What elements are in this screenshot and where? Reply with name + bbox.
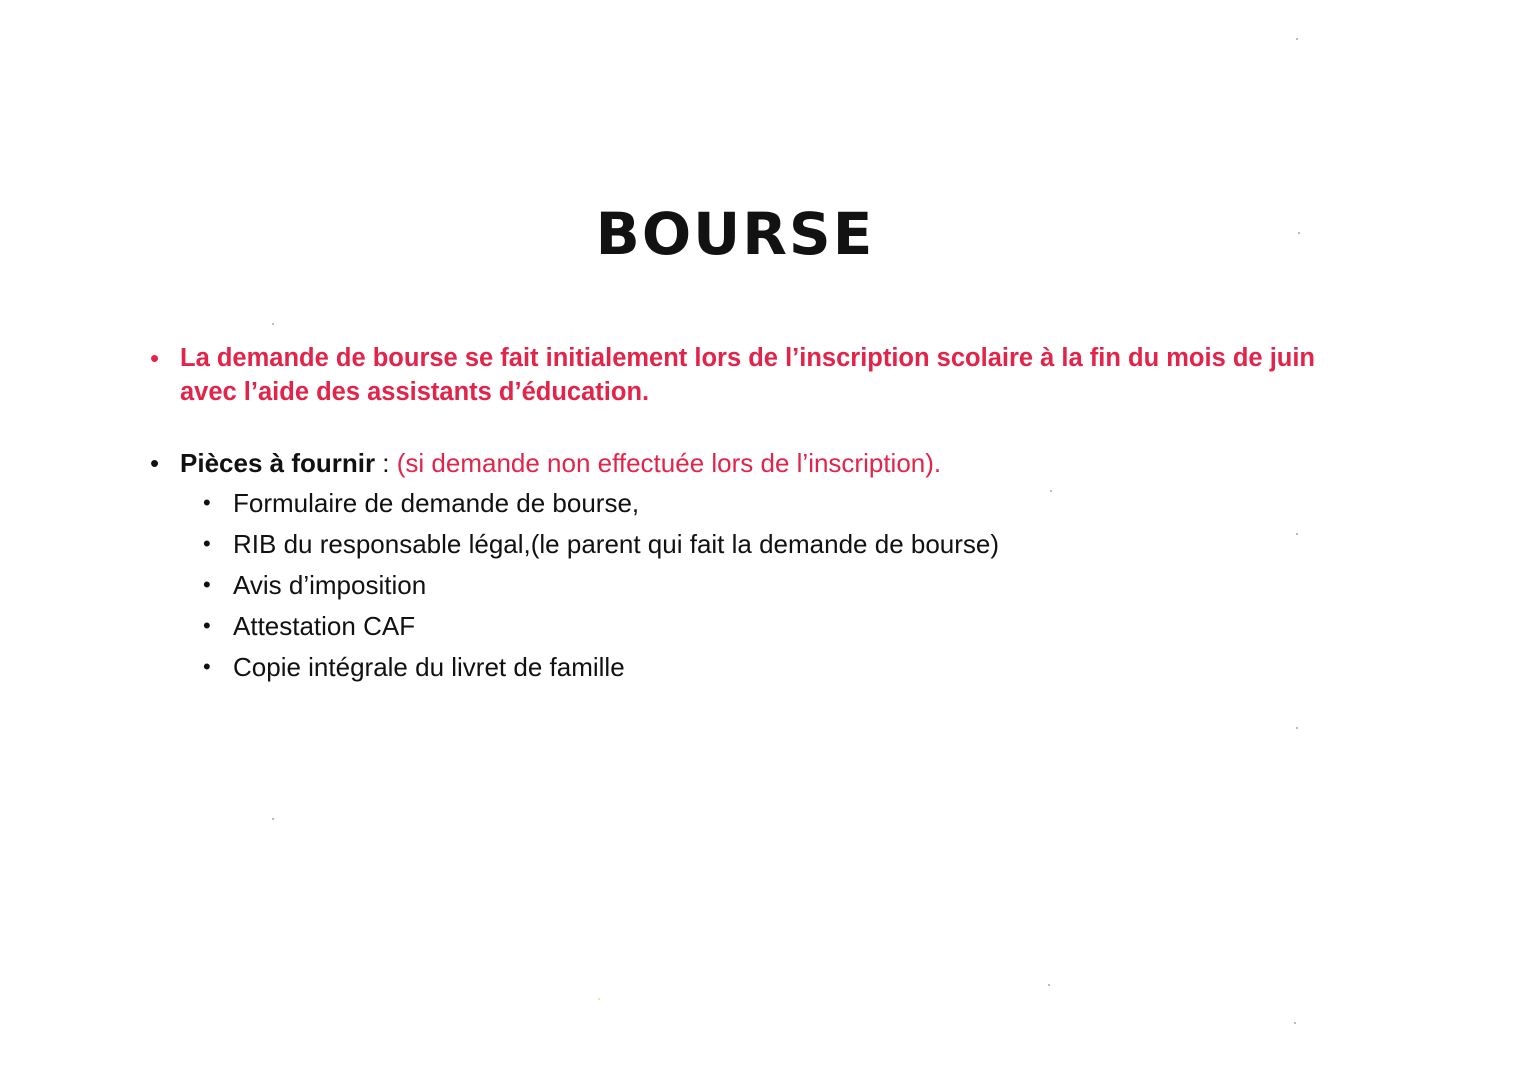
bullet-dot-icon: • (203, 654, 211, 679)
list-item-text: Copie intégrale du livret de famille (233, 652, 625, 682)
bullet-dot-icon: • (150, 448, 160, 478)
scan-speck (272, 323, 274, 325)
list-item-text: RIB du responsable légal,(le parent qui fait la demande de bourse) (233, 529, 1000, 559)
pieces-note: (si demande non effectuée lors de l’inscription). (396, 448, 942, 478)
list-item (203, 485, 999, 526)
scan-speck (1296, 38, 1298, 40)
list-item-text: Avis d’imposition (233, 570, 427, 600)
pieces-heading (180, 446, 941, 480)
scan-speck (598, 998, 600, 1000)
list-item (203, 608, 999, 649)
bullet-dot-icon: • (203, 613, 211, 638)
scan-speck (272, 818, 274, 820)
list-item-text: Formulaire de demande de bourse, (233, 488, 640, 518)
intro-text: La demande de bourse se fait initialement lors de l’inscription scolaire à la fin du mois de juin avec l’aide des assistants d’éducation. (180, 344, 1316, 406)
bullet-dot-icon: • (203, 572, 211, 597)
intro-bullet (150, 341, 1350, 409)
list-item-text: Attestation CAF (233, 611, 416, 641)
documents-list (203, 485, 999, 690)
scan-speck (1296, 727, 1298, 729)
bullet-dot-icon: • (203, 490, 211, 515)
page-title: BOURSE (595, 200, 875, 268)
scan-speck (1048, 984, 1050, 986)
pieces-separator: : (375, 448, 397, 478)
list-item (203, 526, 999, 567)
bullet-dot-icon: • (150, 343, 160, 373)
scan-speck (1298, 232, 1300, 234)
bullet-dot-icon: • (203, 531, 211, 556)
list-item (203, 567, 999, 608)
pieces-label: Pièces à fournir (180, 448, 376, 478)
list-item (203, 649, 999, 690)
scan-speck (1050, 490, 1052, 492)
scan-speck (1294, 1022, 1296, 1024)
pieces-bullet (150, 446, 1350, 480)
scan-speck (1296, 533, 1298, 535)
